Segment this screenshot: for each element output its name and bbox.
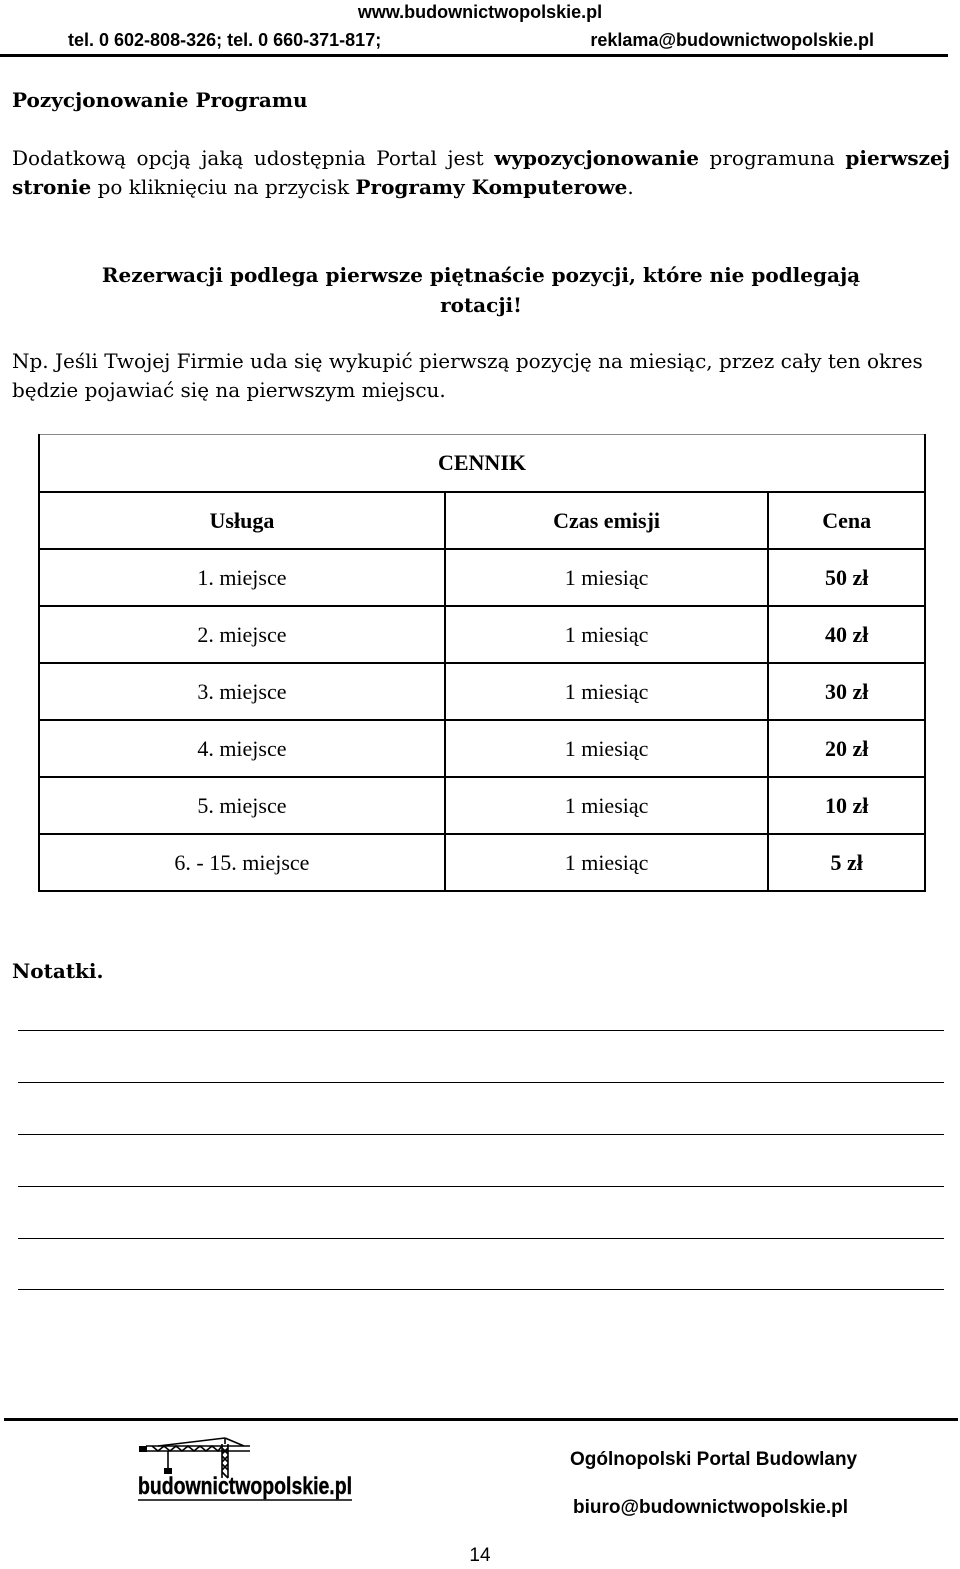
table-row [39,834,925,891]
note-line [18,1030,944,1031]
note-line [18,1186,944,1187]
price-table-header-row [39,492,925,549]
column-header-service: Usługa [39,492,445,549]
section-title: Pozycjonowanie Programu [12,88,308,112]
crane-icon [146,1438,250,1478]
footer-portal-name: Ogólnopolski Portal Budowlany [570,1449,858,1470]
intro-bold-1: wypozycjonowanie [494,146,700,170]
service-cell: 5. miejsce [39,777,445,834]
price-cell: 5 zł [768,834,925,891]
duration-cell: 1 miesiąc [445,720,768,777]
price-cell: 40 zł [768,606,925,663]
price-table-title: CENNIK [39,435,925,493]
table-row [39,720,925,777]
table-row [39,606,925,663]
price-cell: 30 zł [768,663,925,720]
price-cell: 50 zł [768,549,925,606]
footer-divider [4,1418,958,1421]
intro-text-1: Dodatkową opcją jaką udostępnia Portal jest [12,146,495,170]
header-phones: tel. 0 602-808-326; tel. 0 660-371-817; [68,30,382,50]
duration-cell: 1 miesiąc [445,606,768,663]
logo-wordmark: budownictwopolskie.pl [138,1473,352,1500]
reservation-line-1: Rezerwacji podlega pierwsze piętnaście pozycji, które nie podlegają [101,263,861,287]
column-header-price: Cena [768,492,925,549]
page-number: 14 [469,1545,491,1566]
price-table-title-row [39,435,925,493]
service-cell: 2. miejsce [39,606,445,663]
example-paragraph: Np. Jeśli Twojej Firmie uda się wykupić pierwszą pozycję na miesiąc, przez cały ten okres będzie pojawiać się na pierwszym miejscu. [12,349,923,402]
footer-email: biuro@budownictwopolskie.pl [573,1497,849,1518]
service-cell: 1. miejsce [39,549,445,606]
price-cell: 20 zł [768,720,925,777]
intro-text-3: po kliknięciu na przycisk [91,175,356,199]
reservation-line-2: rotacji! [440,293,522,317]
reservation-notice [12,260,950,320]
header-divider [0,54,948,57]
table-row [39,549,925,606]
duration-cell: 1 miesiąc [445,549,768,606]
intro-paragraph [12,144,950,202]
intro-text-4: . [627,175,634,199]
intro-text-2: programuna [699,146,846,170]
price-cell: 10 zł [768,777,925,834]
duration-cell: 1 miesiąc [445,777,768,834]
intro-bold-2: pierwszej stronie [12,146,950,199]
intro-bold-3: Programy Komputerowe [355,175,628,199]
header-url: www.budownictwopolskie.pl [357,2,603,22]
price-table [38,434,926,892]
table-row [39,777,925,834]
budownictwopolskie-logo [138,1438,356,1504]
note-line [18,1238,944,1239]
duration-cell: 1 miesiąc [445,834,768,891]
service-cell: 3. miejsce [39,663,445,720]
header-email: reklama@budownictwopolskie.pl [590,30,874,50]
service-cell: 4. miejsce [39,720,445,777]
service-cell: 6. - 15. miejsce [39,834,445,891]
table-row [39,663,925,720]
column-header-duration: Czas emisji [445,492,768,549]
duration-cell: 1 miesiąc [445,663,768,720]
notes-label: Notatki. [12,959,104,983]
note-line [18,1082,944,1083]
note-line [18,1289,944,1290]
note-line [18,1134,944,1135]
